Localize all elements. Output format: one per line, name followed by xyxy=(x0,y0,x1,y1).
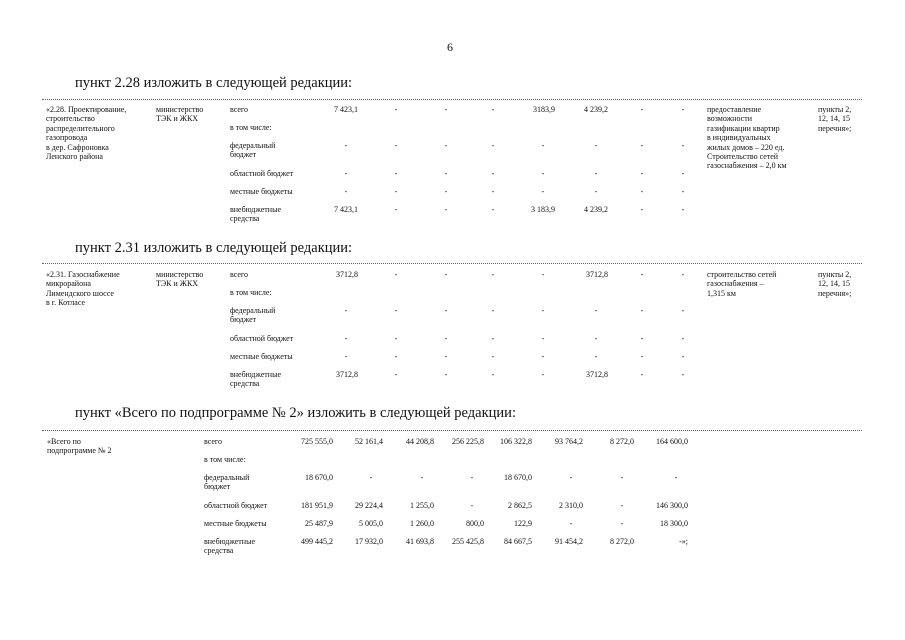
table-cell-value: - xyxy=(640,370,644,379)
table-cell-value: - xyxy=(491,141,495,150)
reference-line: пункты 2, xyxy=(818,270,852,279)
table-cell-value: - xyxy=(344,352,348,361)
section-heading-2-31: пункт 2.31 изложить в следующей редакции: xyxy=(75,240,353,256)
table-cell-value: - xyxy=(541,306,545,315)
table-cell-value: 5 005,0 xyxy=(359,519,383,528)
table-cell-value: - xyxy=(394,169,398,178)
reference-line: 12, 14, 15 xyxy=(818,279,850,289)
table-cell-value: - xyxy=(491,105,495,114)
table-cell-value: - xyxy=(640,205,644,214)
table-cell-value: - xyxy=(681,352,685,361)
table-cell-value: - xyxy=(594,334,598,343)
table-cell-value: - xyxy=(681,370,685,379)
table-cell-value: 181 951,9 xyxy=(301,501,333,510)
table-cell-value: - xyxy=(444,334,448,343)
table-cell-value: 255 425,8 xyxy=(452,537,484,546)
table-cell-value: - xyxy=(491,187,495,196)
table-rule xyxy=(42,99,862,100)
table-cell-value: - xyxy=(344,169,348,178)
table-cell-value: - xyxy=(444,141,448,150)
table-cell-value: - xyxy=(640,270,644,279)
table-cell-value: - xyxy=(394,306,398,315)
reference-line: пункты 2, xyxy=(818,105,852,114)
table-cell-value: - xyxy=(640,105,644,114)
table-cell-value: 17 932,0 xyxy=(355,537,383,546)
funding-source-label: местные бюджеты xyxy=(230,187,293,196)
result-line: предоставление xyxy=(707,105,762,114)
table-cell-value: - xyxy=(444,370,448,379)
agency-line: ТЭК и ЖКХ xyxy=(156,114,199,124)
table-cell-value: 2 310,0 xyxy=(559,501,583,510)
table-cell-value: - xyxy=(541,334,545,343)
table-cell-value: - xyxy=(640,306,644,315)
table-cell-value: 8 272,0 xyxy=(610,537,634,546)
table-cell-value: - xyxy=(344,334,348,343)
table-cell-value: - xyxy=(541,141,545,150)
table-cell-value: 1 255,0 xyxy=(410,501,434,510)
table-cell-value: 44 208,8 xyxy=(406,437,434,446)
funding-source-label: всего xyxy=(230,105,249,114)
funding-source-label: всего xyxy=(204,437,223,446)
table-cell-value: - xyxy=(491,334,495,343)
agency-line: министерство xyxy=(156,270,204,279)
table-cell-value: - xyxy=(491,352,495,361)
table-cell-value: - xyxy=(594,352,598,361)
table-cell-value: 18 670,0 xyxy=(504,473,532,482)
project-name-line: в дер. Сафроновка xyxy=(46,142,109,152)
funding-source-label: бюджет xyxy=(204,482,231,492)
project-name-line: строительство xyxy=(46,114,95,124)
funding-source-label: средства xyxy=(230,379,260,389)
table-cell-value: - xyxy=(681,169,685,178)
table-cell-value: - xyxy=(394,370,398,379)
table-cell-value: - xyxy=(594,306,598,315)
table-cell-value: - xyxy=(620,473,624,482)
reference-line: 12, 14, 15 xyxy=(818,114,850,124)
table-cell-value: 3712,8 xyxy=(336,370,358,379)
table-cell-value: 256 225,8 xyxy=(452,437,484,446)
funding-source-label: местные бюджеты xyxy=(204,519,267,528)
table-cell-value: - xyxy=(640,141,644,150)
result-line: возможности xyxy=(707,114,752,124)
table-cell-value: - xyxy=(369,473,373,482)
table-cell-value: 18 300,0 xyxy=(660,519,688,528)
table-cell-value: 106 322,8 xyxy=(500,437,532,446)
table-cell-value: - xyxy=(394,205,398,214)
project-name-line: «Всего по xyxy=(47,437,81,446)
table-cell-value: - xyxy=(444,270,448,279)
table-cell-value: 3183,9 xyxy=(533,105,555,114)
table-cell-value: - xyxy=(344,187,348,196)
result-line: газификации квартир xyxy=(707,123,780,133)
funding-source-label: средства xyxy=(204,546,234,556)
funding-source-label: в том числе: xyxy=(204,455,246,464)
project-name-line: в г. Котласе xyxy=(46,298,86,308)
funding-source-label: федеральный xyxy=(230,141,276,150)
agency-line: министерство xyxy=(156,105,204,114)
result-line: газоснабжения – xyxy=(707,279,764,289)
table-cell-value: 93 764,2 xyxy=(555,437,583,446)
section-heading-2-28: пункт 2.28 изложить в следующей редакции: xyxy=(75,75,353,91)
table-cell-value: - xyxy=(394,270,398,279)
funding-source-label: в том числе: xyxy=(230,123,272,132)
funding-source-label: бюджет xyxy=(230,315,257,325)
funding-source-label: внебюджетные xyxy=(230,205,281,214)
section-heading-total: пункт «Всего по подпрограмме № 2» изложить в следующей редакции: xyxy=(75,405,516,421)
table-cell-value: - xyxy=(569,473,573,482)
table-cell-value: 725 555,0 xyxy=(301,437,333,446)
table-cell-value: - xyxy=(444,205,448,214)
table-cell-value: - xyxy=(674,473,678,482)
result-line: строительство сетей xyxy=(707,270,777,279)
table-cell-value: - xyxy=(594,187,598,196)
table-cell-value: - xyxy=(640,334,644,343)
funding-source-label: федеральный xyxy=(204,473,250,482)
result-line: жилых домов – 220 ед. xyxy=(707,142,785,152)
table-cell-value: - xyxy=(620,501,624,510)
table-cell-value: 25 487,9 xyxy=(305,519,333,528)
table-cell-value: 122,9 xyxy=(514,519,532,528)
table-cell-value: - xyxy=(681,105,685,114)
table-cell-value: - xyxy=(444,352,448,361)
table-cell-value: - xyxy=(394,352,398,361)
table-cell-value: - xyxy=(394,187,398,196)
funding-source-label: областной бюджет xyxy=(230,169,294,178)
table-cell-value: - xyxy=(394,334,398,343)
table-cell-value: - xyxy=(344,141,348,150)
table-cell-value: - xyxy=(541,169,545,178)
reference-line: перечня»; xyxy=(818,123,852,133)
funding-source-label: областной бюджет xyxy=(230,334,294,343)
table-cell-value: - xyxy=(681,334,685,343)
table-cell-value: 3712,8 xyxy=(586,370,608,379)
table-cell-value: - xyxy=(640,169,644,178)
table-cell-value: 8 272,0 xyxy=(610,437,634,446)
table-cell-value: - xyxy=(491,306,495,315)
project-name-line: Лимендского шоссе xyxy=(46,288,114,298)
table-cell-value: - xyxy=(394,105,398,114)
funding-source-label: бюджет xyxy=(230,150,257,160)
table-cell-value: - xyxy=(470,501,474,510)
funding-source-label: внебюджетные xyxy=(204,537,255,546)
table-cell-value: - xyxy=(640,352,644,361)
table-cell-value: 3 183,9 xyxy=(531,205,555,214)
table-cell-value: 18 670,0 xyxy=(305,473,333,482)
table-cell-value: 164 600,0 xyxy=(656,437,688,446)
project-name-line: Ленского района xyxy=(46,152,103,161)
table-cell-value: - xyxy=(681,187,685,196)
table-cell-value: - xyxy=(681,205,685,214)
table-cell-value: 41 693,8 xyxy=(406,537,434,546)
funding-source-label: в том числе: xyxy=(230,288,272,297)
table-cell-value: 52 161,4 xyxy=(355,437,383,446)
table-cell-value: - xyxy=(344,306,348,315)
table-cell-value: 4 239,2 xyxy=(584,205,608,214)
table-cell-value: - xyxy=(681,306,685,315)
funding-source-label: внебюджетные xyxy=(230,370,281,379)
project-name-line: газопровода xyxy=(46,133,88,143)
table-rule xyxy=(42,263,862,264)
table-cell-value: 146 300,0 xyxy=(656,501,688,510)
table-cell-value: 800,0 xyxy=(466,519,484,528)
table-cell-value: 91 454,2 xyxy=(555,537,583,546)
table-cell-value: - xyxy=(470,473,474,482)
table-cell-value: 4 239,2 xyxy=(584,105,608,114)
result-line: газоснабжения – 2,0 км xyxy=(707,161,787,171)
table-cell-value: - xyxy=(491,270,495,279)
table-cell-value: - xyxy=(491,205,495,214)
table-cell-value: - xyxy=(491,370,495,379)
table-cell-value: - xyxy=(541,187,545,196)
funding-source-label: областной бюджет xyxy=(204,501,268,510)
table-cell-value: 3712,8 xyxy=(586,270,608,279)
funding-source-label: федеральный xyxy=(230,306,276,315)
page-number: 6 xyxy=(447,40,453,54)
table-cell-value: - xyxy=(444,187,448,196)
table-cell-value: - xyxy=(541,352,545,361)
table-cell-value: 1 260,0 xyxy=(410,519,434,528)
project-name-line: распределительного xyxy=(46,123,115,133)
project-name-line: подпрограмме № 2 xyxy=(47,446,112,456)
table-cell-value: - xyxy=(594,169,598,178)
table-cell-value: - xyxy=(594,141,598,150)
table-cell-value: - xyxy=(541,370,545,379)
table-cell-value: 7 423,1 xyxy=(334,105,358,114)
table-cell-value: - xyxy=(444,169,448,178)
funding-source-label: всего xyxy=(230,270,249,279)
reference-line: перечня»; xyxy=(818,288,852,298)
table-cell-value: - xyxy=(444,105,448,114)
table-cell-value: - xyxy=(640,187,644,196)
project-name-line: «2.28. Проектирование, xyxy=(46,105,127,114)
table-cell-value: 3712,8 xyxy=(336,270,358,279)
table-cell-value: 2 862,5 xyxy=(508,501,532,510)
agency-line: ТЭК и ЖКХ xyxy=(156,279,199,289)
project-name-line: микрорайона xyxy=(46,279,91,289)
table-cell-value: - xyxy=(491,169,495,178)
table-cell-value: - xyxy=(444,306,448,315)
table-cell-value: 29 224,4 xyxy=(355,501,383,510)
table-cell-value: 84 667,5 xyxy=(504,537,532,546)
table-cell-value: - xyxy=(569,519,573,528)
table-cell-value: - xyxy=(681,141,685,150)
table-cell-value: - xyxy=(541,270,545,279)
table-cell-value: - xyxy=(420,473,424,482)
table-cell-value: -»; xyxy=(679,537,688,546)
table-cell-value: 499 445,2 xyxy=(301,537,333,546)
funding-source-label: местные бюджеты xyxy=(230,352,293,361)
table-cell-value: - xyxy=(620,519,624,528)
result-line: Строительство сетей xyxy=(707,152,779,161)
project-name-line: «2.31. Газоснабжение xyxy=(46,270,120,279)
funding-source-label: средства xyxy=(230,214,260,224)
table-cell-value: 7 423,1 xyxy=(334,205,358,214)
result-line: 1,315 км xyxy=(707,288,736,298)
result-line: в индивидуальных xyxy=(707,133,771,143)
table-rule xyxy=(42,430,862,431)
table-cell-value: - xyxy=(681,270,685,279)
table-cell-value: - xyxy=(394,141,398,150)
